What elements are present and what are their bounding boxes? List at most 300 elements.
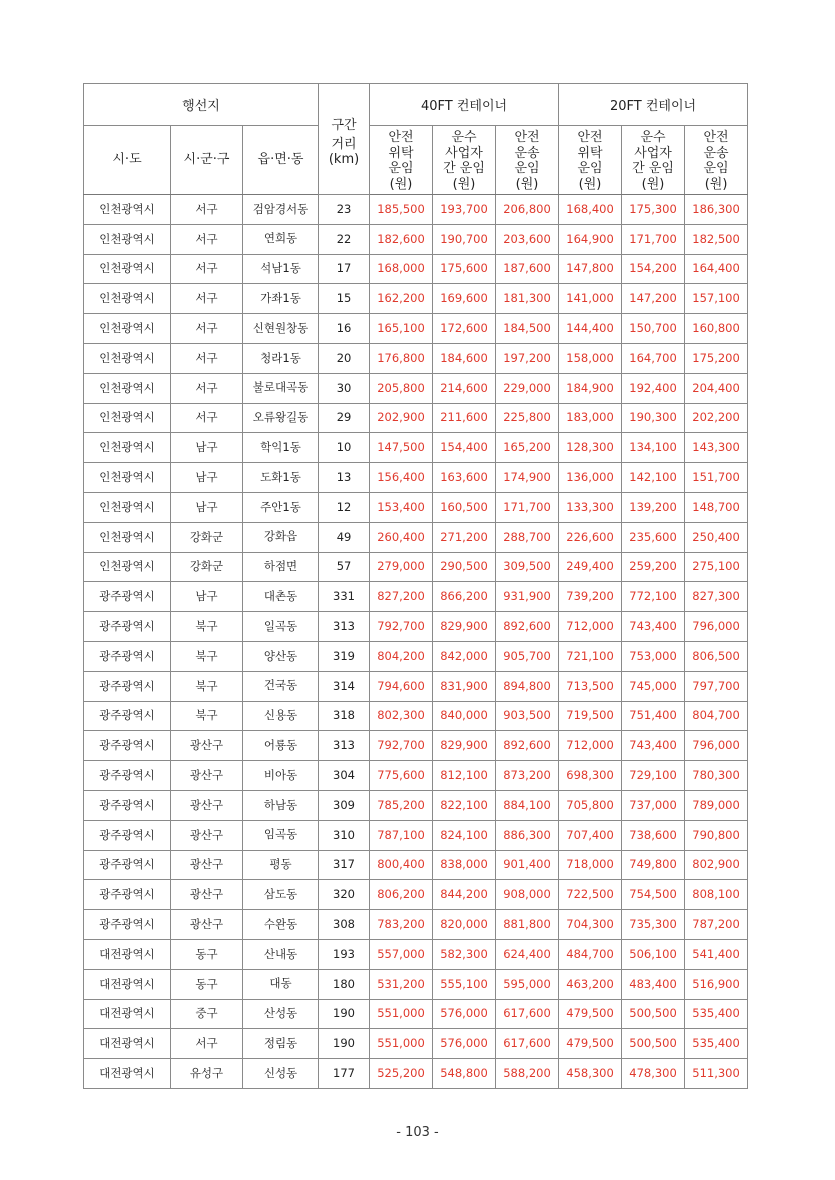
dong-cell: 평동 bbox=[243, 850, 319, 880]
fare-20ft-transport-cell: 797,700 bbox=[685, 671, 748, 701]
fare-20ft-transport-cell: 143,300 bbox=[685, 433, 748, 463]
distance-cell: 318 bbox=[319, 701, 370, 731]
fare-40ft-consigned-cell: 260,400 bbox=[370, 522, 433, 552]
header-line: 위탁 bbox=[388, 145, 414, 161]
fare-20ft-operator-cell: 500,500 bbox=[622, 999, 685, 1029]
sigungu-cell: 서구 bbox=[171, 284, 243, 314]
sido-cell: 광주광역시 bbox=[84, 880, 171, 910]
fare-20ft-transport-cell: 164,400 bbox=[685, 254, 748, 284]
fare-20ft-consigned-cell: 128,300 bbox=[559, 433, 622, 463]
fare-20ft-transport-cell: 204,400 bbox=[685, 373, 748, 403]
fare-40ft-operator-cell: 829,900 bbox=[433, 731, 496, 761]
distance-cell: 57 bbox=[319, 552, 370, 582]
sigungu-cell: 서구 bbox=[171, 314, 243, 344]
dong-cell: 임곡동 bbox=[243, 820, 319, 850]
fare-20ft-consigned-cell: 136,000 bbox=[559, 463, 622, 493]
fare-20ft-operator-cell: 190,300 bbox=[622, 403, 685, 433]
fare-20ft-operator-cell: 150,700 bbox=[622, 314, 685, 344]
fare-20ft-transport-cell: 516,900 bbox=[685, 969, 748, 999]
distance-cell: 320 bbox=[319, 880, 370, 910]
sigungu-cell: 광산구 bbox=[171, 761, 243, 791]
table-row bbox=[84, 999, 748, 1029]
sido-cell: 광주광역시 bbox=[84, 701, 171, 731]
sigungu-cell: 북구 bbox=[171, 612, 243, 642]
fare-40ft-transport-cell: 617,600 bbox=[496, 1029, 559, 1059]
distance-cell: 304 bbox=[319, 761, 370, 791]
dong-cell: 대동 bbox=[243, 969, 319, 999]
fare-40ft-consigned-cell: 156,400 bbox=[370, 463, 433, 493]
dong-cell: 산성동 bbox=[243, 999, 319, 1029]
sido-cell: 인천광역시 bbox=[84, 224, 171, 254]
fare-20ft-consigned-cell: 226,600 bbox=[559, 522, 622, 552]
fare-40ft-consigned-cell: 176,800 bbox=[370, 343, 433, 373]
dong-cell: 도화1동 bbox=[243, 463, 319, 493]
fare-40ft-consigned-cell: 792,700 bbox=[370, 731, 433, 761]
dong-cell: 산내동 bbox=[243, 939, 319, 969]
fare-40ft-transport-cell: 903,500 bbox=[496, 701, 559, 731]
sido-cell: 광주광역시 bbox=[84, 731, 171, 761]
header-line: (원) bbox=[704, 176, 728, 192]
fare-40ft-consigned-cell: 827,200 bbox=[370, 582, 433, 612]
header-line: 운임 bbox=[388, 161, 414, 176]
fare-20ft-operator-cell: 738,600 bbox=[622, 820, 685, 850]
fare-20ft-transport-cell: 541,400 bbox=[685, 939, 748, 969]
fare-20ft-consigned-cell: 719,500 bbox=[559, 701, 622, 731]
distance-cell: 23 bbox=[319, 195, 370, 225]
fare-20ft-transport-cell: 796,000 bbox=[685, 731, 748, 761]
fare-20ft-consigned-cell: 718,000 bbox=[559, 850, 622, 880]
fare-40ft-consigned-cell: 525,200 bbox=[370, 1059, 433, 1089]
sido-cell: 인천광역시 bbox=[84, 314, 171, 344]
fare-20ft-transport-header bbox=[685, 126, 748, 195]
fare-20ft-operator-cell: 754,500 bbox=[622, 880, 685, 910]
fare-20ft-transport-cell: 160,800 bbox=[685, 314, 748, 344]
header-line: (원) bbox=[452, 176, 476, 192]
dong-cell: 일곡동 bbox=[243, 612, 319, 642]
fare-20ft-consigned-cell: 705,800 bbox=[559, 790, 622, 820]
fare-20ft-transport-cell: 827,300 bbox=[685, 582, 748, 612]
fare-40ft-operator-cell: 582,300 bbox=[433, 939, 496, 969]
fare-40ft-transport-cell: 894,800 bbox=[496, 671, 559, 701]
table-row bbox=[84, 790, 748, 820]
fare-20ft-transport-cell: 148,700 bbox=[685, 492, 748, 522]
fare-40ft-operator-cell: 831,900 bbox=[433, 671, 496, 701]
fare-20ft-operator-cell: 483,400 bbox=[622, 969, 685, 999]
fare-40ft-consigned-cell: 279,000 bbox=[370, 552, 433, 582]
fare-40ft-transport-cell: 288,700 bbox=[496, 522, 559, 552]
dong-cell: 오류왕길동 bbox=[243, 403, 319, 433]
fare-40ft-transport-cell: 225,800 bbox=[496, 403, 559, 433]
fare-table-body bbox=[84, 195, 748, 1089]
fare-20ft-operator-cell: 154,200 bbox=[622, 254, 685, 284]
sigungu-cell: 동구 bbox=[171, 939, 243, 969]
fare-40ft-transport-cell: 203,600 bbox=[496, 224, 559, 254]
fare-40ft-consigned-cell: 557,000 bbox=[370, 939, 433, 969]
table-row bbox=[84, 701, 748, 731]
fare-40ft-operator-cell: 193,700 bbox=[433, 195, 496, 225]
sido-cell: 대전광역시 bbox=[84, 969, 171, 999]
fare-40ft-transport-cell: 617,600 bbox=[496, 999, 559, 1029]
fare-20ft-transport-cell: 535,400 bbox=[685, 1029, 748, 1059]
sido-cell: 인천광역시 bbox=[84, 195, 171, 225]
distance-cell: 13 bbox=[319, 463, 370, 493]
header-line: (원) bbox=[578, 176, 602, 192]
fare-20ft-consigned-cell: 458,300 bbox=[559, 1059, 622, 1089]
fare-20ft-transport-cell: 808,100 bbox=[685, 880, 748, 910]
fare-40ft-operator-cell: 190,700 bbox=[433, 224, 496, 254]
table-row bbox=[84, 582, 748, 612]
fare-40ft-transport-cell: 901,400 bbox=[496, 850, 559, 880]
fare-20ft-transport-cell: 157,100 bbox=[685, 284, 748, 314]
dong-cell: 강화읍 bbox=[243, 522, 319, 552]
fare-20ft-transport-cell: 175,200 bbox=[685, 343, 748, 373]
destination-header: 행선지 bbox=[84, 84, 319, 126]
sido-cell: 인천광역시 bbox=[84, 284, 171, 314]
fare-40ft-operator-cell: 842,000 bbox=[433, 641, 496, 671]
sigungu-cell: 북구 bbox=[171, 671, 243, 701]
fare-40ft-consigned-cell: 792,700 bbox=[370, 612, 433, 642]
fare-40ft-consigned-cell: 787,100 bbox=[370, 820, 433, 850]
fare-20ft-consigned-cell: 147,800 bbox=[559, 254, 622, 284]
fare-20ft-consigned-cell: 484,700 bbox=[559, 939, 622, 969]
header-line: 안전 bbox=[577, 130, 603, 145]
distance-cell: 17 bbox=[319, 254, 370, 284]
distance-cell: 317 bbox=[319, 850, 370, 880]
distance-cell: 15 bbox=[319, 284, 370, 314]
fare-40ft-operator-cell: 866,200 bbox=[433, 582, 496, 612]
dong-cell: 수완동 bbox=[243, 910, 319, 940]
fare-20ft-consigned-cell: 164,900 bbox=[559, 224, 622, 254]
fare-20ft-consigned-cell: 479,500 bbox=[559, 1029, 622, 1059]
dong-cell: 학익1동 bbox=[243, 433, 319, 463]
table-row bbox=[84, 254, 748, 284]
dong-cell: 청라1동 bbox=[243, 343, 319, 373]
fare-20ft-operator-cell: 745,000 bbox=[622, 671, 685, 701]
fare-20ft-operator-cell: 192,400 bbox=[622, 373, 685, 403]
fare-40ft-transport-cell: 184,500 bbox=[496, 314, 559, 344]
sido-cell: 인천광역시 bbox=[84, 254, 171, 284]
fare-40ft-consigned-cell: 551,000 bbox=[370, 999, 433, 1029]
dong-cell: 신현원창동 bbox=[243, 314, 319, 344]
table-row bbox=[84, 284, 748, 314]
header-line: 사업자 bbox=[445, 145, 483, 161]
table-row bbox=[84, 761, 748, 791]
dong-cell: 주안1동 bbox=[243, 492, 319, 522]
sigungu-cell: 북구 bbox=[171, 701, 243, 731]
fare-20ft-consigned-cell: 704,300 bbox=[559, 910, 622, 940]
fare-40ft-operator-cell: 838,000 bbox=[433, 850, 496, 880]
sido-cell: 인천광역시 bbox=[84, 343, 171, 373]
fare-20ft-operator-cell: 729,100 bbox=[622, 761, 685, 791]
dong-cell: 어룡동 bbox=[243, 731, 319, 761]
fare-20ft-operator-cell: 147,200 bbox=[622, 284, 685, 314]
dong-cell: 양산동 bbox=[243, 641, 319, 671]
fare-40ft-consigned-cell: 168,000 bbox=[370, 254, 433, 284]
sido-cell: 인천광역시 bbox=[84, 492, 171, 522]
distance-cell: 177 bbox=[319, 1059, 370, 1089]
header-line: 안전 bbox=[514, 130, 540, 145]
sido-cell: 광주광역시 bbox=[84, 820, 171, 850]
dong-cell: 대촌동 bbox=[243, 582, 319, 612]
fare-40ft-operator-cell: 172,600 bbox=[433, 314, 496, 344]
sido-cell: 대전광역시 bbox=[84, 1059, 171, 1089]
fare-20ft-transport-cell: 789,000 bbox=[685, 790, 748, 820]
distance-cell: 319 bbox=[319, 641, 370, 671]
fare-20ft-operator-cell: 235,600 bbox=[622, 522, 685, 552]
fare-20ft-transport-cell: 250,400 bbox=[685, 522, 748, 552]
fare-40ft-consigned-cell: 147,500 bbox=[370, 433, 433, 463]
distance-cell: 310 bbox=[319, 820, 370, 850]
sido-cell: 광주광역시 bbox=[84, 582, 171, 612]
sigungu-cell: 광산구 bbox=[171, 820, 243, 850]
header-line: 간 운임 bbox=[443, 161, 485, 176]
fare-20ft-consigned-cell: 722,500 bbox=[559, 880, 622, 910]
dong-cell: 정림동 bbox=[243, 1029, 319, 1059]
fare-20ft-transport-cell: 787,200 bbox=[685, 910, 748, 940]
fare-40ft-transport-header bbox=[496, 126, 559, 195]
sido-cell: 인천광역시 bbox=[84, 373, 171, 403]
dong-cell: 검암경서동 bbox=[243, 195, 319, 225]
fare-40ft-operator-cell: 829,900 bbox=[433, 612, 496, 642]
header-line: 운송 bbox=[514, 145, 540, 161]
fare-20ft-consigned-cell: 479,500 bbox=[559, 999, 622, 1029]
page-number: - 103 - bbox=[396, 1125, 439, 1140]
fare-20ft-operator-cell: 743,400 bbox=[622, 612, 685, 642]
fare-40ft-operator-cell: 160,500 bbox=[433, 492, 496, 522]
table-row bbox=[84, 1029, 748, 1059]
fare-20ft-operator-cell: 751,400 bbox=[622, 701, 685, 731]
sido-cell: 광주광역시 bbox=[84, 641, 171, 671]
table-row bbox=[84, 641, 748, 671]
sido-header: 시·도 bbox=[84, 126, 171, 195]
dong-cell: 연희동 bbox=[243, 224, 319, 254]
distance-cell: 29 bbox=[319, 403, 370, 433]
fare-40ft-consigned-cell: 185,500 bbox=[370, 195, 433, 225]
fare-40ft-consigned-cell: 802,300 bbox=[370, 701, 433, 731]
distance-cell: 193 bbox=[319, 939, 370, 969]
fare-40ft-operator-cell: 169,600 bbox=[433, 284, 496, 314]
fare-40ft-transport-cell: 309,500 bbox=[496, 552, 559, 582]
fare-40ft-transport-cell: 873,200 bbox=[496, 761, 559, 791]
distance-cell: 190 bbox=[319, 999, 370, 1029]
container-20ft-header: 20FT 컨테이너 bbox=[559, 84, 748, 126]
fare-40ft-operator-cell: 822,100 bbox=[433, 790, 496, 820]
distance-cell: 22 bbox=[319, 224, 370, 254]
fare-20ft-operator-cell: 735,300 bbox=[622, 910, 685, 940]
fare-40ft-transport-cell: 884,100 bbox=[496, 790, 559, 820]
sigungu-cell: 남구 bbox=[171, 433, 243, 463]
fare-40ft-operator-cell: 555,100 bbox=[433, 969, 496, 999]
sigungu-cell: 강화군 bbox=[171, 552, 243, 582]
distance-cell: 180 bbox=[319, 969, 370, 999]
sigungu-cell: 광산구 bbox=[171, 880, 243, 910]
sido-cell: 인천광역시 bbox=[84, 433, 171, 463]
distance-cell: 308 bbox=[319, 910, 370, 940]
distance-header-line: (km) bbox=[328, 151, 360, 167]
fare-20ft-operator-cell: 506,100 bbox=[622, 939, 685, 969]
fare-40ft-consigned-cell: 806,200 bbox=[370, 880, 433, 910]
sido-cell: 인천광역시 bbox=[84, 403, 171, 433]
fare-40ft-operator-cell: 576,000 bbox=[433, 1029, 496, 1059]
sido-cell: 인천광역시 bbox=[84, 552, 171, 582]
table-row bbox=[84, 403, 748, 433]
distance-cell: 49 bbox=[319, 522, 370, 552]
sigungu-cell: 남구 bbox=[171, 492, 243, 522]
header-line: 운임 bbox=[514, 161, 540, 176]
table-row bbox=[84, 1059, 748, 1089]
fare-40ft-operator-cell: 211,600 bbox=[433, 403, 496, 433]
fare-20ft-transport-cell: 804,700 bbox=[685, 701, 748, 731]
fare-40ft-transport-cell: 181,300 bbox=[496, 284, 559, 314]
distance-cell: 190 bbox=[319, 1029, 370, 1059]
sigungu-cell: 광산구 bbox=[171, 731, 243, 761]
table-row bbox=[84, 314, 748, 344]
sido-cell: 광주광역시 bbox=[84, 761, 171, 791]
distance-cell: 313 bbox=[319, 612, 370, 642]
fare-40ft-operator-cell: 548,800 bbox=[433, 1059, 496, 1089]
fare-20ft-transport-cell: 202,200 bbox=[685, 403, 748, 433]
fare-40ft-consigned-cell: 202,900 bbox=[370, 403, 433, 433]
fare-20ft-consigned-cell: 144,400 bbox=[559, 314, 622, 344]
fare-20ft-transport-cell: 186,300 bbox=[685, 195, 748, 225]
header-line: 안전 bbox=[388, 130, 414, 145]
sigungu-cell: 남구 bbox=[171, 463, 243, 493]
sigungu-cell: 강화군 bbox=[171, 522, 243, 552]
fare-20ft-consigned-cell: 168,400 bbox=[559, 195, 622, 225]
table-row bbox=[84, 433, 748, 463]
fare-40ft-consigned-cell: 153,400 bbox=[370, 492, 433, 522]
sigungu-cell: 서구 bbox=[171, 254, 243, 284]
distance-cell: 331 bbox=[319, 582, 370, 612]
fare-40ft-transport-cell: 931,900 bbox=[496, 582, 559, 612]
fare-40ft-transport-cell: 588,200 bbox=[496, 1059, 559, 1089]
fare-40ft-transport-cell: 187,600 bbox=[496, 254, 559, 284]
fare-20ft-transport-cell: 275,100 bbox=[685, 552, 748, 582]
fare-20ft-transport-cell: 535,400 bbox=[685, 999, 748, 1029]
sido-cell: 대전광역시 bbox=[84, 999, 171, 1029]
fare-40ft-consigned-cell: 785,200 bbox=[370, 790, 433, 820]
fare-20ft-operator-cell: 500,500 bbox=[622, 1029, 685, 1059]
fare-40ft-operator-cell: 824,100 bbox=[433, 820, 496, 850]
fare-40ft-consigned-cell: 551,000 bbox=[370, 1029, 433, 1059]
fare-20ft-transport-cell: 796,000 bbox=[685, 612, 748, 642]
fare-40ft-consigned-cell: 794,600 bbox=[370, 671, 433, 701]
sido-cell: 광주광역시 bbox=[84, 850, 171, 880]
distance-cell: 12 bbox=[319, 492, 370, 522]
table-row bbox=[84, 612, 748, 642]
header-line: 간 운임 bbox=[632, 161, 674, 176]
sido-cell: 광주광역시 bbox=[84, 612, 171, 642]
fare-20ft-consigned-cell: 713,500 bbox=[559, 671, 622, 701]
header-line: 운송 bbox=[703, 145, 729, 161]
sigungu-cell: 서구 bbox=[171, 224, 243, 254]
fare-20ft-operator-cell: 142,100 bbox=[622, 463, 685, 493]
fare-20ft-operator-cell: 478,300 bbox=[622, 1059, 685, 1089]
fare-20ft-consigned-header bbox=[559, 126, 622, 195]
fare-40ft-consigned-cell: 205,800 bbox=[370, 373, 433, 403]
distance-cell: 16 bbox=[319, 314, 370, 344]
fare-40ft-transport-cell: 624,400 bbox=[496, 939, 559, 969]
dong-cell: 비아동 bbox=[243, 761, 319, 791]
header-line: 운수 bbox=[640, 130, 666, 145]
fare-20ft-consigned-cell: 249,400 bbox=[559, 552, 622, 582]
table-row bbox=[84, 195, 748, 225]
table-row bbox=[84, 343, 748, 373]
distance-header-line: 거리 bbox=[331, 136, 357, 152]
table-row bbox=[84, 463, 748, 493]
fare-20ft-transport-cell: 806,500 bbox=[685, 641, 748, 671]
fare-20ft-consigned-cell: 698,300 bbox=[559, 761, 622, 791]
fare-40ft-transport-cell: 206,800 bbox=[496, 195, 559, 225]
distance-cell: 313 bbox=[319, 731, 370, 761]
fare-20ft-consigned-cell: 707,400 bbox=[559, 820, 622, 850]
sigungu-cell: 서구 bbox=[171, 343, 243, 373]
container-40ft-header: 40FT 컨테이너 bbox=[370, 84, 559, 126]
fare-40ft-transport-cell: 174,900 bbox=[496, 463, 559, 493]
fare-40ft-operator-header bbox=[433, 126, 496, 195]
fare-40ft-operator-cell: 576,000 bbox=[433, 999, 496, 1029]
table-row bbox=[84, 820, 748, 850]
fare-40ft-operator-cell: 290,500 bbox=[433, 552, 496, 582]
fare-20ft-operator-cell: 753,000 bbox=[622, 641, 685, 671]
header-line: (원) bbox=[389, 176, 413, 192]
fare-40ft-operator-cell: 163,600 bbox=[433, 463, 496, 493]
header-line: 위탁 bbox=[577, 145, 603, 161]
table-row bbox=[84, 224, 748, 254]
fare-20ft-consigned-cell: 133,300 bbox=[559, 492, 622, 522]
fare-20ft-consigned-cell: 712,000 bbox=[559, 731, 622, 761]
sigungu-cell: 동구 bbox=[171, 969, 243, 999]
sigungu-cell: 광산구 bbox=[171, 850, 243, 880]
fare-40ft-operator-cell: 184,600 bbox=[433, 343, 496, 373]
sido-cell: 인천광역시 bbox=[84, 522, 171, 552]
fare-40ft-transport-cell: 197,200 bbox=[496, 343, 559, 373]
fare-40ft-transport-cell: 171,700 bbox=[496, 492, 559, 522]
dong-cell: 건국동 bbox=[243, 671, 319, 701]
fare-20ft-transport-cell: 182,500 bbox=[685, 224, 748, 254]
sigungu-cell: 서구 bbox=[171, 195, 243, 225]
fare-20ft-consigned-cell: 712,000 bbox=[559, 612, 622, 642]
fare-40ft-operator-cell: 154,400 bbox=[433, 433, 496, 463]
sido-cell: 인천광역시 bbox=[84, 463, 171, 493]
dong-cell: 신성동 bbox=[243, 1059, 319, 1089]
table-row bbox=[84, 373, 748, 403]
header-line: 운수 bbox=[451, 130, 477, 145]
fare-20ft-operator-cell: 175,300 bbox=[622, 195, 685, 225]
fare-40ft-transport-cell: 892,600 bbox=[496, 731, 559, 761]
fare-40ft-transport-cell: 886,300 bbox=[496, 820, 559, 850]
sigungu-cell: 북구 bbox=[171, 641, 243, 671]
distance-cell: 309 bbox=[319, 790, 370, 820]
table-row bbox=[84, 552, 748, 582]
header-line: 운임 bbox=[577, 161, 603, 176]
fare-40ft-transport-cell: 892,600 bbox=[496, 612, 559, 642]
sigungu-cell: 유성구 bbox=[171, 1059, 243, 1089]
table-row bbox=[84, 969, 748, 999]
fare-20ft-transport-cell: 790,800 bbox=[685, 820, 748, 850]
dong-cell: 불로대곡동 bbox=[243, 373, 319, 403]
sigungu-cell: 광산구 bbox=[171, 910, 243, 940]
fare-20ft-transport-cell: 802,900 bbox=[685, 850, 748, 880]
fare-20ft-operator-cell: 743,400 bbox=[622, 731, 685, 761]
sigungu-cell: 서구 bbox=[171, 373, 243, 403]
fare-40ft-operator-cell: 812,100 bbox=[433, 761, 496, 791]
fare-40ft-consigned-cell: 800,400 bbox=[370, 850, 433, 880]
sigungu-cell: 광산구 bbox=[171, 790, 243, 820]
fare-20ft-operator-header bbox=[622, 126, 685, 195]
fare-40ft-operator-cell: 840,000 bbox=[433, 701, 496, 731]
fare-40ft-consigned-header bbox=[370, 126, 433, 195]
